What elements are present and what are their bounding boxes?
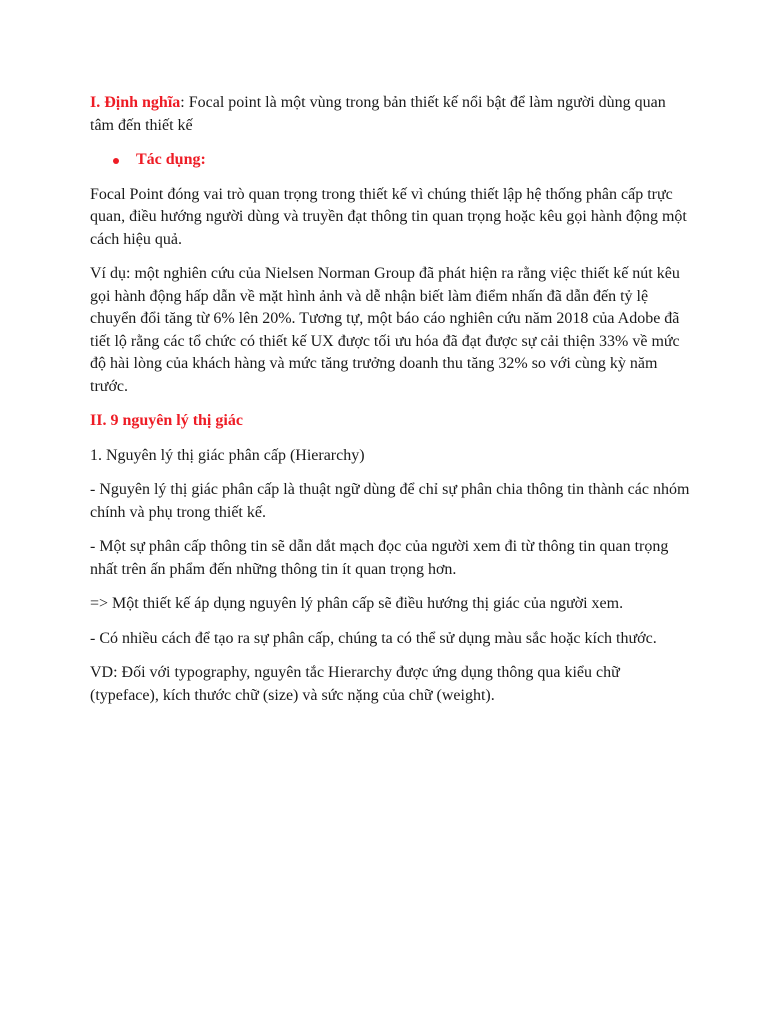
bullet-dot-icon (113, 158, 119, 164)
paragraph-example: Ví dụ: một nghiên cứu của Nielsen Norman Group đã phát hiện ra rằng việc thiết kế nút kêu gọi hành động hấp dẫn về mặt hình ảnh và dễ nhận biết làm điểm nhấn đã dẫn đến tỷ lệ chuyển đổi tăng từ 6% lên 20%. Tương tự, một báo cáo nghiên cứu năm 2018 của Adobe đã tiết lộ rằng các tổ chức có thiết kế UX được tối ưu hóa đã đạt được sự cải thiện 33% về mức độ hài lòng của khách hàng và mức tăng trưởng doanh thu tăng 32% so với cùng kỳ năm trước. (90, 265, 680, 395)
bullet-label-effect: Tác dụng: (136, 151, 206, 168)
paragraph-role: Focal Point đóng vai trò quan trọng trong thiết kế vì chúng thiết lập hệ thống phân cấp trực quan, điều hướng người dùng và truyền đạt thông tin quan trọng hoặc kêu gọi hành động một cách hiệu quả. (90, 185, 687, 248)
document-page (90, 92, 690, 719)
section-heading-principles: II. 9 nguyên lý thị giác (90, 412, 243, 429)
bullet-list (90, 149, 690, 172)
definition-text: : Focal point là một vùng trong bản thiết kế nổi bật để làm người dùng quan tâm đến thiết kế (90, 94, 666, 134)
definition-paragraph (90, 92, 690, 137)
bullet-item-effect (90, 149, 690, 172)
principle-title-hierarchy: 1. Nguyên lý thị giác phân cấp (Hierarchy) (90, 446, 365, 464)
principle-line: - Một sự phân cấp thông tin sẽ dẫn dắt mạch đọc của người xem đi từ thông tin quan trọng nhất trên ấn phẩm đến những thông tin ít quan trọng hơn. (90, 538, 669, 578)
section-heading-definition: I. Định nghĩa (90, 94, 181, 111)
principle-example: VD: Đối với typography, nguyên tắc Hierarchy được ứng dụng thông qua kiểu chữ (typeface), kích thước chữ (size) và sức nặng của chữ (weight). (90, 664, 620, 704)
principle-conclusion: => Một thiết kế áp dụng nguyên lý phân cấp sẽ điều hướng thị giác của người xem. (90, 595, 624, 612)
principle-line: - Có nhiều cách để tạo ra sự phân cấp, chúng ta có thể sử dụng màu sắc hoặc kích thước. (90, 629, 657, 647)
principle-line: - Nguyên lý thị giác phân cấp là thuật ngữ dùng để chỉ sự phân chia thông tin thành các nhóm chính và phụ trong thiết kế. (90, 481, 690, 521)
